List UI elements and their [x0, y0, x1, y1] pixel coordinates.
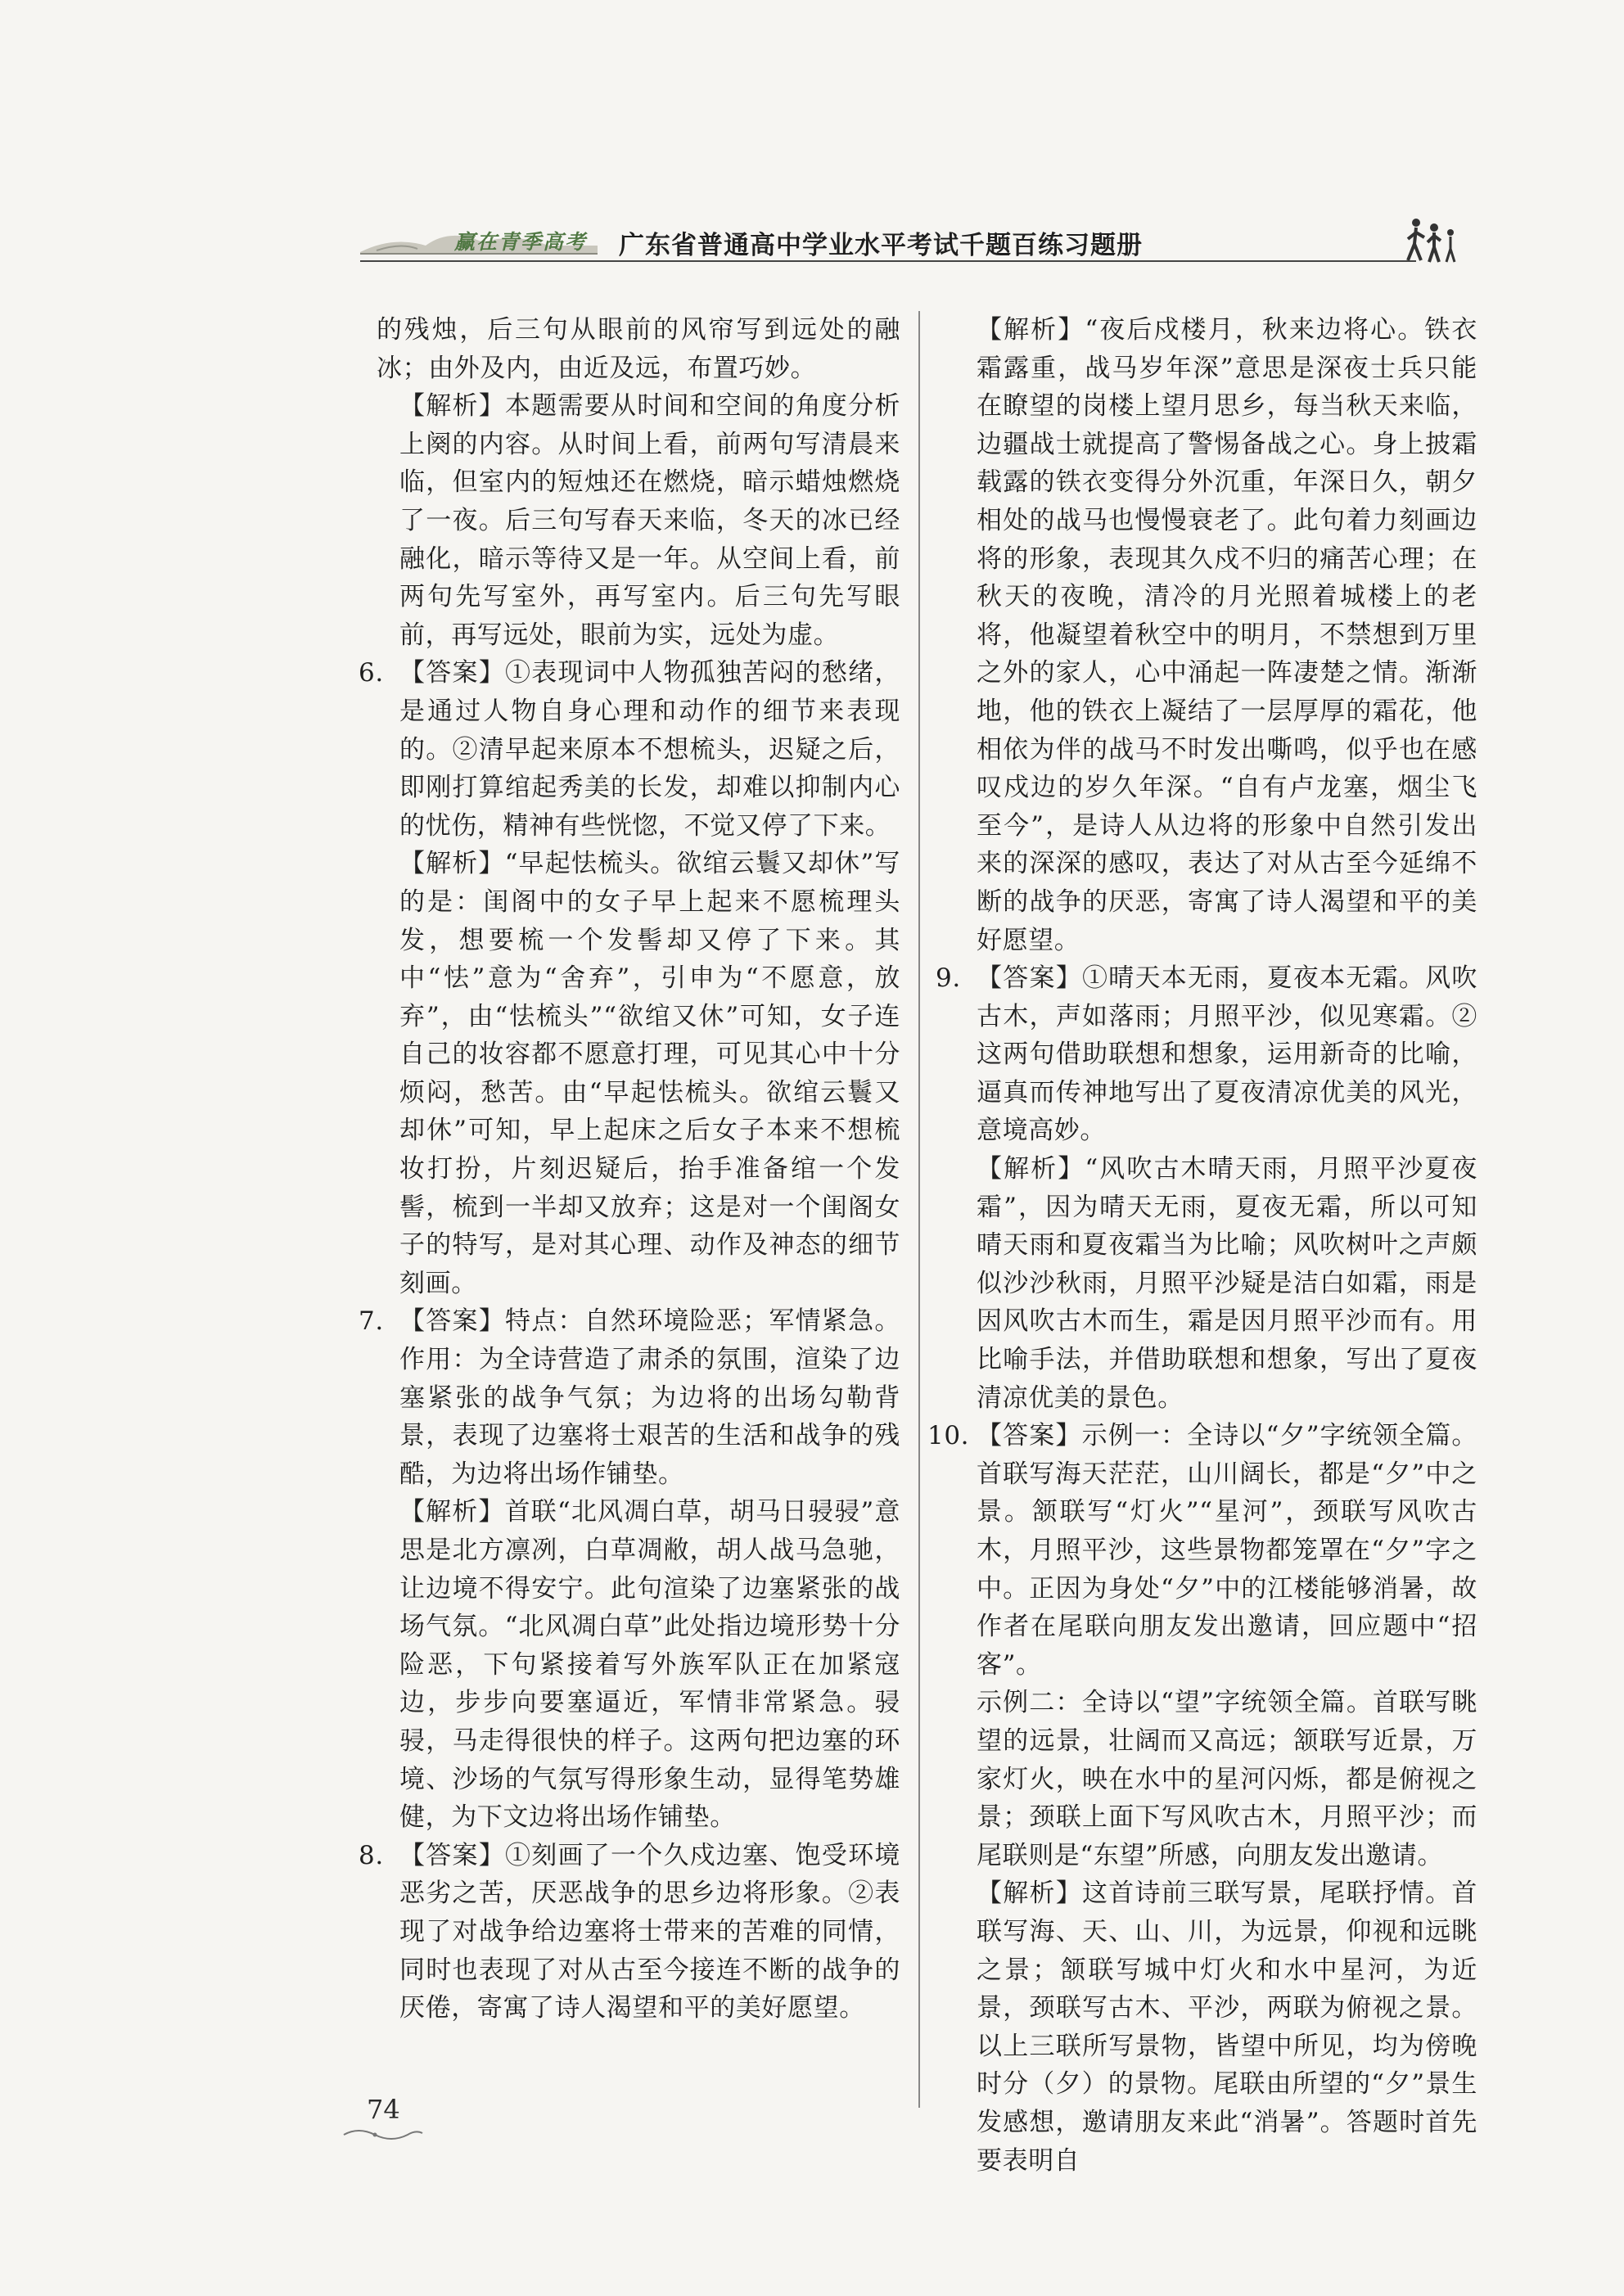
answer-item-7 [359, 1302, 900, 1493]
item-number: 9. [936, 963, 961, 994]
answer-text: 【答案】①晴天本无雨，夏夜本无霜。风吹古木，声如落雨；月照平沙，似见寒霜。②这两句借助联想和想象，运用新奇的比喻，逼真而传神地写出了夏夜清凉优美的风光，意境高妙。 [977, 963, 1477, 1146]
analysis-paragraph: 【解析】“早起怯梳头。欲绾云鬟又却休”写的是：闺阁中的女子早上起来不愿梳理头发，想要梳一个发髻却又停了下来。其中“怯”意为“舍弃”，引申为“不愿意，放弃”，由“怯梳头”“欲绾又休”可知，女子连自己的妆容都不愿意打理，可见其心中十分烦闷，愁苦。由“早起怯梳头。欲绾云鬟又却休”可知，早上起床之后女子本来不想梳妆打扮，片刻迟疑后，抬手准备绾一个发髻，梳到一半却又放弃；这是对一个闺阁女子的特写，是对其心理、动作及神态的细节刻画。 [399, 849, 900, 1298]
answer-item-10 [927, 1417, 1478, 1684]
page-header [360, 214, 1477, 264]
answer-text: 【答案】特点：自然环境险恶；军情紧急。作用：为全诗营造了肃杀的氛围，渲染了边塞紧张的战争气氛；为边将的出场勾勒背景，表现了边塞将士艰苦的生活和战争的残酷，为边将出场作铺垫。 [399, 1306, 900, 1489]
analysis-paragraph: 【解析】本题需要从时间和空间的角度分析上阕的内容。从时间上看，前两句写清晨来临，但室内的短烛还在燃烧，暗示蜡烛燃烧了一夜。后三句写春天来临，冬天的冰已经融化，暗示等待又是一年。从空间上看，前两句先写室外，再写室内。后三句先写眼前，再写远处，眼前为实，远处为虚。 [399, 391, 900, 650]
answer-item-6 [359, 654, 900, 845]
item-number: 6. [359, 658, 384, 688]
item-number: 8. [359, 1840, 384, 1870]
analysis-paragraph: 【解析】这首诗前三联写景，尾联抒情。首联写海、天、山、川，为远景，仰视和远眺之景；颔联写城中灯火和水中星河，为近景，颈联写古木、平沙，两联为俯视之景。以上三联所写景物，皆望中所见，均为傍晚时分（夕）的景物。尾联由所望的“夕”景生发感想，邀请朋友来此“消暑”。答题时首先要表明自 [977, 1879, 1477, 2176]
analysis-paragraph: 【解析】首联“北风凋白草，胡马日骎骎”意思是北方凛冽，白草凋敝，胡人战马急驰，让边境不得安宁。此句渲染了边塞紧张的战场气氛。“北风凋白草”此处指边境形势十分险恶，下句紧接着写外族军队正在加紧寇边，步步向要塞逼近，军情非常紧急。骎骎，马走得很快的样子。这两句把边塞的环境、沙场的气氛写得形象生动，显得笔势雄健，为下文边将出场作铺垫。 [399, 1497, 900, 1833]
item-number: 7. [359, 1306, 384, 1337]
right-column [927, 311, 1478, 2180]
analysis-paragraph: 【解析】“夜后戍楼月，秋来边将心。铁衣霜露重，战马岁年深”意思是深夜士兵只能在瞭望的岗楼上望月思乡，每当秋天来临，边疆战士就提高了警惕备战之心。身上披霜载露的铁衣变得分外沉重，年深日久，朝夕相处的战马也慢慢衰老了。此句着力刻画边将的形象，表现其久戍不归的痛苦心理；在秋天的夜晚，清冷的月光照着城楼上的老将，他凝望着秋空中的明月，不禁想到万里之外的家人，心中涌起一阵凄楚之情。渐渐地，他的铁衣上凝结了一层厚厚的霜花，他相依为伴的战马不时发出嘶鸣，似乎也在感叹戍边的岁久年深。“自有卢龙塞，烟尘飞至今”，是诗人从边将的形象中自然引发出来的深深的感叹，表达了对从古至今延绵不断的战争的厌恶，寄寓了诗人渴望和平的美好愿望。 [977, 315, 1477, 955]
item-number: 10. [927, 1421, 970, 1451]
page-number: 74 [367, 2094, 400, 2125]
answer-text: 【答案】示例一：全诗以“夕”字统领全篇。首联写海天茫茫，山川阔长，都是“夕”中之景。颔联写“灯火”“星河”，颈联写风吹古木，月照平沙，这些景物都笼罩在“夕”字之中。正因为身处“夕”中的江楼能够消暑，故作者在尾联向朋友发出邀请，回应题中“招客”。 [977, 1421, 1478, 1680]
analysis-paragraph: 【解析】“风吹古木晴天雨，月照平沙夏夜霜”，因为晴天无雨，夏夜无霜，所以可知晴天雨和夏夜霜当为比喻；风吹树叶之声颇似沙沙秋雨，月照平沙疑是洁白如霜，雨是因风吹古木而生，霜是因月照平沙而有。用比喻手法，并借助联想和想象，写出了夏夜清凉优美的景色。 [977, 1154, 1477, 1413]
header-rule [360, 260, 1416, 262]
flourish-ornament-icon [342, 2125, 424, 2143]
example-paragraph: 示例二：全诗以“望”字统领全篇。首联写眺望的远景，壮阔而又高远；颔联写近景，万家灯火，映在水中的星河闪烁，都是俯视之景；颈联上面下写风吹古木，月照平沙；而尾联则是“东望”所感，向朋友发出邀请。 [977, 1688, 1477, 1870]
column-divider [918, 311, 920, 2108]
answer-item-9 [936, 959, 1477, 1150]
runners-icon [1383, 214, 1473, 264]
series-name: 赢在青季高考 [454, 230, 588, 254]
answer-paragraph: 的残烛，后三句从眼前的风帘写到远处的融冰；由外及内，由近及远，布置巧妙。 [377, 315, 900, 383]
answer-item-8 [359, 1837, 900, 2028]
answer-text: 【答案】①表现词中人物孤独苦闷的愁绪，是通过人物自身心理和动作的细节来表现的。②清早起来原本不想梳头，迟疑之后，即刚打算绾起秀美的长发，却难以抑制内心的忧伤，精神有些恍惚，不觉又停了下来。 [399, 658, 900, 841]
left-column [359, 311, 900, 2028]
answer-text: 【答案】①刻画了一个久戍边塞、饱受环境恶劣之苦，厌恶战争的思乡边将形象。②表现了对战争给边塞将士带来的苦难的同情，同时也表现了对从古至今接连不断的战争的厌倦，寄寓了诗人渴望和平的美好愿望。 [399, 1840, 900, 2023]
book-title: 广东省普通高中学业水平考试千题百练习题册 [619, 231, 1143, 260]
